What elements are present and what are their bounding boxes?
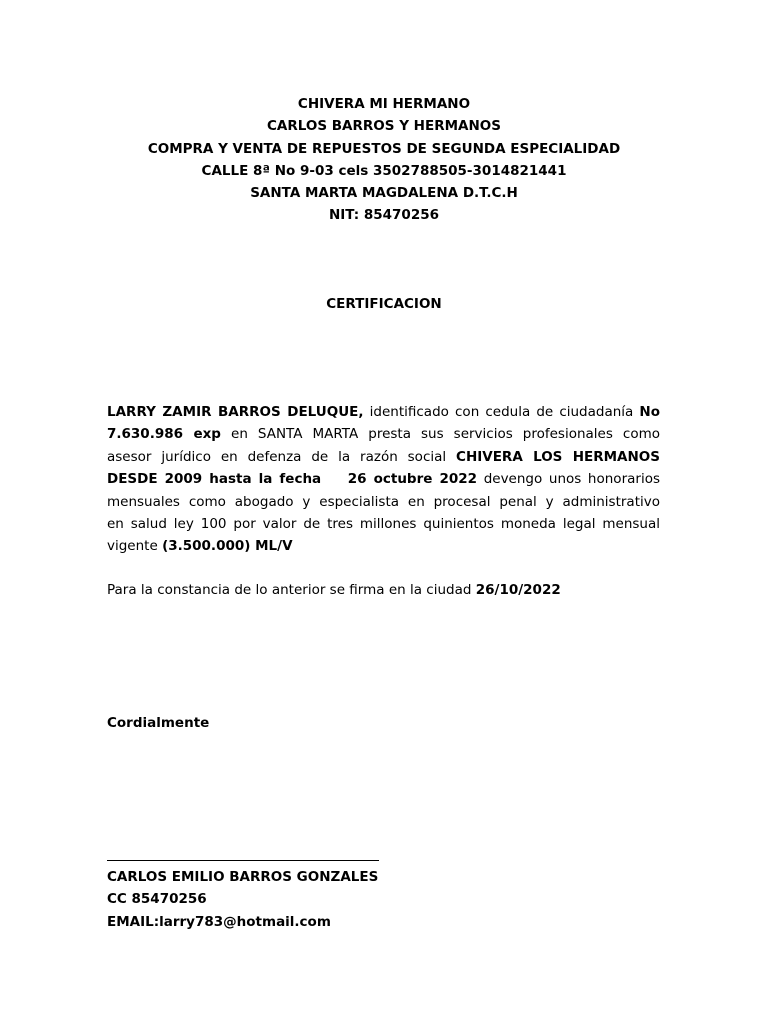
- letterhead: [0, 93, 768, 227]
- paragraph-line-2: 7.630.986 exp en SANTA MARTA presta sus servicios profesionales como: [107, 426, 660, 443]
- service-date: 26 octubre 2022: [347, 471, 478, 488]
- signing-date: 26/10/2022: [475, 582, 561, 598]
- closing-statement: Para la constancia de lo anterior se firma en la ciudad 26/10/2022: [107, 582, 561, 598]
- paragraph-line-4: DESDE 2009 hasta la fecha 26 octubre 2022 devengo unos honorarios: [107, 471, 660, 488]
- signer-cc: CC 85470256: [107, 891, 207, 908]
- signer-name: CARLOS EMILIO BARROS GONZALES: [107, 869, 379, 885]
- paragraph-line-6: en salud ley 100 por valor de tres millones quinientos moneda legal mensual: [107, 516, 660, 533]
- document-title: CERTIFICACION: [326, 296, 442, 312]
- fee-amount: (3.500.000) ML/V: [162, 538, 293, 555]
- business-address: CALLE 8ª No 9-03 cels 3502788505-3014821441: [201, 162, 567, 179]
- law-number: 100: [200, 516, 227, 533]
- signer-block: [107, 866, 378, 933]
- company-name: CHIVERA LOS HERMANOS: [456, 448, 660, 465]
- certification-paragraph: [107, 401, 660, 558]
- business-nit: NIT: 85470256: [328, 207, 440, 224]
- paragraph-line-1: LARRY ZAMIR BARROS DELUQUE, identificado con cedula de ciudadanía No: [107, 404, 660, 420]
- id-number: 7.630.986 exp: [107, 426, 221, 443]
- id-label: No: [639, 404, 660, 420]
- signer-email: EMAIL:larry783@hotmail.com: [107, 913, 331, 930]
- signature-line: [107, 860, 379, 861]
- business-name: CHIVERA MI HERMANO: [297, 96, 471, 112]
- business-description: COMPRA Y VENTA DE REPUESTOS DE SEGUNDA ESPECIALIDAD: [147, 140, 621, 157]
- paragraph-line-5: mensuales como abogado y especialista en procesal penal y administrativo: [107, 493, 660, 510]
- id-city: SANTA MARTA: [257, 426, 359, 443]
- paragraph-line-3: asesor jurídico en defenza de la razón social CHIVERA LOS HERMANOS: [107, 448, 660, 465]
- paragraph-line-7: vigente (3.500.000) ML/V: [107, 538, 293, 555]
- service-period: DESDE 2009 hasta la fecha: [107, 471, 322, 488]
- farewell: Cordialmente: [107, 715, 210, 731]
- business-city: SANTA MARTA MAGDALENA D.T.C.H: [250, 185, 518, 202]
- employee-name: LARRY ZAMIR BARROS DELUQUE,: [107, 404, 364, 420]
- owner-name: CARLOS BARROS Y HERMANOS: [267, 118, 501, 135]
